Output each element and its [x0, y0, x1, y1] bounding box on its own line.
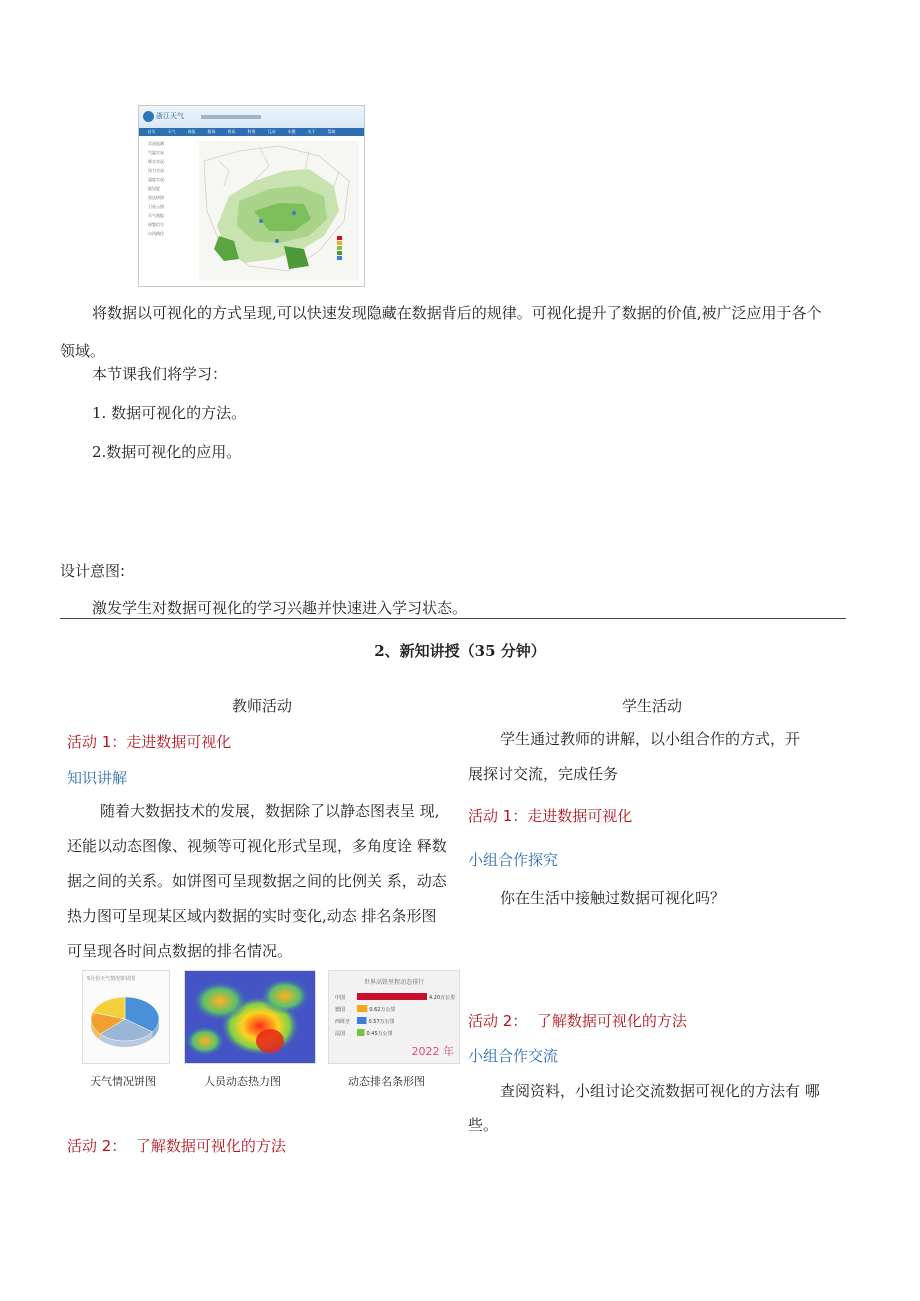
student-question2-line1: 查阅资料，小组讨论交流数据可视化的方法有 哪: [500, 1082, 820, 1100]
crowd-heatmap-image: [184, 970, 316, 1064]
image-caption-heatmap: 人员动态热力图: [204, 1075, 281, 1088]
bar-rect: [357, 1029, 365, 1036]
learning-goal-2: 2.数据可视化的应用。: [92, 443, 242, 461]
section-divider: [60, 618, 846, 619]
site-sidebar-item[interactable]: 台风路径: [148, 231, 164, 236]
student-activity2-title: 活动 2： 了解数据可视化的方法: [468, 1012, 687, 1030]
site-nav-item[interactable]: 专题: [287, 129, 296, 134]
bar-value-label: 0.45万公里: [366, 1031, 393, 1037]
site-nav-item[interactable]: 天气: [167, 129, 176, 134]
bar-country-label: 德国: [335, 1007, 346, 1013]
student-group-discuss: 小组合作交流: [468, 1047, 559, 1065]
student-question2-line2: 些。: [468, 1116, 499, 1134]
site-nav: [139, 128, 365, 136]
student-column-header: 学生活动: [622, 697, 683, 715]
teacher-activity1-title: 活动 1：走进数据可视化: [67, 733, 232, 751]
bar-rect: [357, 1017, 367, 1024]
teacher-line: 还能以动态图像、视频等可视化形式呈现，多角度诠 释数: [67, 837, 447, 855]
site-sidebar-item[interactable]: 气温实况: [148, 150, 164, 155]
heatmap: [185, 971, 315, 1063]
site-header: [139, 106, 364, 128]
student-intro-line1: 学生通过教师的讲解，以小组合作的方式，开: [500, 730, 801, 748]
site-logo-icon: [143, 111, 154, 122]
site-sidebar-item[interactable]: 降水实况: [148, 159, 164, 164]
site-sidebar-item[interactable]: 湿度实况: [148, 177, 164, 182]
bar-country-label: 西班牙: [335, 1019, 351, 1025]
student-intro-line2: 展探讨交流，完成任务: [468, 765, 619, 783]
bar-country-label: 法国: [335, 1031, 346, 1037]
bar-value-label: 4.20万公里: [429, 995, 456, 1001]
site-sidebar-item[interactable]: 风力实况: [148, 168, 164, 173]
teacher-column-header: 教师活动: [232, 697, 293, 715]
bar-chart-year: 2022 年: [411, 1045, 454, 1058]
image-caption-pie: 天气情况饼图: [90, 1075, 156, 1088]
site-brand: 浙江天气: [156, 112, 184, 120]
teacher-line: 随着大数据技术的发展，数据除了以静态图表呈 现,: [100, 802, 440, 820]
zhejiang-map: [199, 141, 359, 281]
site-nav-item[interactable]: 服务: [207, 129, 216, 134]
image-caption-bar: 动态排名条形图: [348, 1075, 425, 1088]
design-intent-text: 激发学生对数据可视化的学习兴趣并快速进入学习状态。: [92, 599, 468, 617]
teacher-activity2-title: 活动 2： 了解数据可视化的方法: [67, 1137, 286, 1155]
site-nav-item[interactable]: 首页: [147, 129, 156, 134]
bar-rect: [357, 993, 427, 1000]
site-nav-item[interactable]: 预报: [187, 129, 196, 134]
dynamic-ranking-bar-image: [328, 970, 460, 1064]
teacher-line: 热力图可呈现某区域内数据的实时变化,动态 排名条形图: [67, 907, 437, 925]
learning-goal-1: 1. 数据可视化的方法。: [92, 404, 247, 422]
pie-chart: [83, 983, 169, 1063]
teacher-line: 可呈现各时间点数据的排名情况。: [67, 942, 293, 958]
teacher-explanation: [67, 800, 459, 958]
site-sidebar-item[interactable]: 天气预报: [148, 213, 164, 218]
site-sidebar-item[interactable]: 能见度: [148, 186, 160, 191]
weather-pie-chart-image: [82, 970, 170, 1064]
site-sidebar-item[interactable]: 预警信号: [148, 222, 164, 227]
knowledge-explain-heading: 知识讲解: [67, 769, 128, 787]
bar-rect: [357, 1005, 367, 1012]
bar-value-label: 0.57万公里: [368, 1019, 395, 1025]
intro-lead: 本节课我们将学习：: [92, 365, 228, 383]
site-nav-item[interactable]: 资讯: [227, 129, 236, 134]
site-sidebar-item[interactable]: 实况监测: [148, 141, 164, 146]
site-nav-item[interactable]: 科普: [247, 129, 256, 134]
weather-site-screenshot: [138, 105, 365, 287]
intro-paragraph-line1: 将数据以可视化的方式呈现,可以快速发现隐藏在数据背后的规律。可视化提升了数据的价值,被广泛应用于各个: [92, 304, 822, 322]
site-nav-item[interactable]: 关于: [307, 129, 316, 134]
site-sidebar-item[interactable]: 卫星云图: [148, 204, 164, 209]
site-nav-item[interactable]: 互动: [267, 129, 276, 134]
teacher-line: 据之间的关系。如饼图可呈现数据之间的比例关 系，动态: [67, 872, 447, 890]
pie-chart-title: 5月份天气情况饼状图: [87, 976, 136, 982]
site-sidebar: [142, 139, 197, 279]
design-intent-label: 设计意图:: [60, 562, 126, 580]
site-nav-item[interactable]: 帮助: [327, 129, 336, 134]
bar-country-label: 中国: [335, 995, 346, 1001]
student-question1: 你在生活中接触过数据可视化吗？: [500, 889, 726, 907]
student-activity1-title: 活动 1：走进数据可视化: [468, 807, 633, 825]
site-sidebar-item[interactable]: 雷达拼图: [148, 195, 164, 200]
section-title: 2、新知讲授（35 分钟）: [374, 642, 546, 660]
bar-value-label: 0.62万公里: [369, 1007, 396, 1013]
bar-chart-title: 世界高铁里程动态排行: [363, 979, 424, 986]
intro-paragraph-line2: 领域。: [60, 342, 106, 360]
student-group-explore: 小组合作探究: [468, 851, 559, 869]
